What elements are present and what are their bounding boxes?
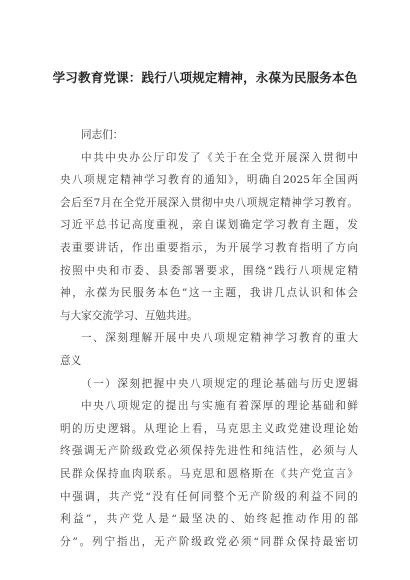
- paragraph-line: 同志们：: [81, 129, 124, 141]
- paragraph-line: 会后至7月在全党开展深入贯彻中央八项规定精神学习教育。: [60, 196, 358, 209]
- paragraph-line: 习近平总书记高度重视，亲自谋划确定学习教育主题，发: [60, 219, 358, 232]
- paragraph-line: （一）深刻把握中央八项规定的理论基础与历史逻辑: [81, 377, 358, 390]
- paragraph-line: 中强调，共产党“没有任何同整个无产阶级的利益不同的: [60, 490, 358, 503]
- paragraph-line: 与大家交流学习、互勉共进。: [60, 309, 198, 322]
- paragraph-line: 中央八项规定的提出与实施有着深厚的理论基础和鲜: [81, 400, 358, 413]
- paragraph-line: 中共中央办公厅印发了《关于在全党开展深入贯彻中: [81, 151, 358, 164]
- paragraph-line: 终强调无产阶级政党必须保持先进性和纯洁性，必须与人: [60, 445, 358, 458]
- paragraph-line: 表重要讲话，作出重要指示，为开展学习教育指明了方向: [60, 241, 358, 254]
- paragraph-line: 神，永葆为民服务本色”这一主题，我讲几点认识和体会: [60, 287, 358, 300]
- paragraph-line: 意义: [60, 354, 82, 367]
- paragraph-line: 明的历史逻辑。从理论上看，马克思主义政党建设理论始: [60, 422, 358, 435]
- paragraph-line: 民群众保持血肉联系。马克思和恩格斯在《共产党宣言》: [60, 467, 358, 480]
- paragraph-line: 央八项规定精神学习教育的通知》，明确自2025年全国两: [60, 174, 358, 187]
- document-body: [60, 124, 358, 553]
- paragraph-line: 利益”，共产党人是“最坚决的、始终起推动作用的部: [60, 513, 358, 526]
- paragraph-line: 一、深刻理解开展中央八项规定精神学习教育的重大: [81, 332, 358, 345]
- document-title: 学习教育党课：践行八项规定精神，永葆为民服务本色: [52, 70, 358, 85]
- paragraph-line: 分”。列宁指出，无产阶级政党必须“同群众保持最密切: [60, 535, 358, 548]
- paragraph-line: 按照中央和市委、县委部署要求，围绕“践行八项规定精: [60, 264, 358, 277]
